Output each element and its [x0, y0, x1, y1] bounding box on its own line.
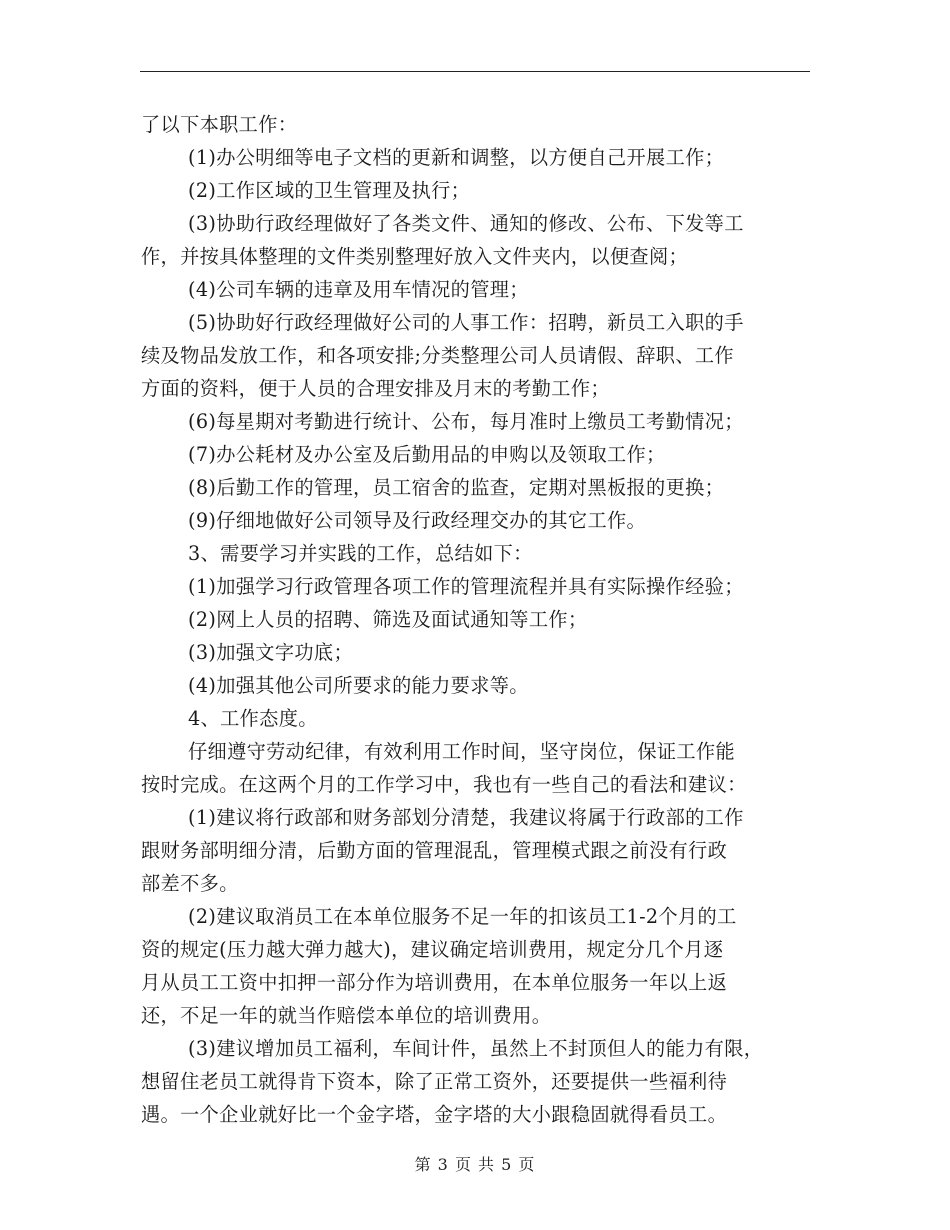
text-line: 想留住老员工就得肯下资本，除了正常工资外，还要提供一些福利待: [141, 1070, 728, 1093]
footer-prefix: 第: [414, 1155, 432, 1174]
footer-suffix: 页: [518, 1155, 536, 1174]
text-line: (3)协助行政经理做好了各类文件、通知的修改、公布、下发等工: [188, 212, 744, 235]
text-line: 遇。一个企业就好比一个金字塔，金字塔的大小跟稳固就得看员工。: [141, 1103, 728, 1126]
text-line: (2)工作区域的卫生管理及执行；: [188, 179, 471, 202]
text-line: (2)网上人员的招聘、筛选及面试通知等工作；: [188, 608, 588, 631]
text-line: (1)加强学习行政管理各项工作的管理流程并具有实际操作经验；: [188, 575, 744, 598]
text-line: (5)协助好行政经理做好公司的人事工作：招聘，新员工入职的手: [188, 311, 744, 334]
text-line: (3)建议增加员工福利，车间计件，虽然上不封顶但人的能力有限，: [188, 1037, 764, 1060]
footer-current-page: 3: [437, 1155, 449, 1174]
page-footer: [0, 1152, 950, 1175]
text-line: (1)办公明细等电子文档的更新和调整，以方便自己开展工作；: [188, 146, 725, 169]
text-line: (4)加强其他公司所要求的能力要求等。: [188, 674, 529, 697]
text-line: (6)每星期对考勤进行统计、公布，每月准时上缴员工考勤情况；: [188, 410, 744, 433]
text-line: 资的规定(压力越大弹力越大)，建议确定培训费用，规定分几个月逐: [141, 938, 724, 961]
text-line: (2)建议取消员工在本单位服务不足一年的扣该员工1-2个月的工: [188, 905, 737, 928]
text-line: 4、工作态度。: [188, 707, 318, 730]
text-line: (1)建议将行政部和财务部划分清楚，我建议将属于行政部的工作: [188, 806, 744, 829]
footer-total-pages: 5: [501, 1155, 513, 1174]
text-line: 续及物品发放工作，和各项安排;分类整理公司人员请假、辞职、工作: [141, 344, 734, 367]
text-line: (8)后勤工作的管理，员工宿舍的监查，定期对黑板报的更换；: [188, 476, 725, 499]
document-body: [141, 108, 813, 1131]
text-line: 了以下本职工作：: [141, 113, 298, 136]
text-line: 跟财务部明细分清，后勤方面的管理混乱，管理模式跟之前没有行政: [141, 839, 728, 862]
text-line: (3)加强文字功底；: [188, 641, 353, 664]
text-line: 按时完成。在这两个月的工作学习中，我也有一些自己的看法和建议：: [141, 773, 747, 796]
text-line: 方面的资料，便于人员的合理安排及月末的考勤工作；: [141, 377, 610, 400]
text-line: 月从员工工资中扣押一部分作为培训费用，在本单位服务一年以上返: [141, 971, 728, 994]
footer-mid: 页 共: [454, 1155, 496, 1174]
text-line: 部差不多。: [141, 872, 239, 895]
text-line: (7)办公耗材及办公室及后勤用品的申购以及领取工作；: [188, 443, 666, 466]
text-line: (9)仔细地做好公司领导及行政经理交办的其它工作。: [188, 509, 647, 532]
text-line: 仔细遵守劳动纪律，有效利用工作时间，坚守岗位，保证工作能: [188, 740, 736, 763]
header-rule: [140, 71, 810, 72]
text-line: 作，并按具体整理的文件类别整理好放入文件夹内，以便查阅；: [141, 245, 689, 268]
text-line: (4)公司车辆的违章及用车情况的管理；: [188, 278, 529, 301]
text-line: 还，不足一年的就当作赔偿本单位的培训费用。: [141, 1004, 552, 1027]
text-line: 3、需要学习并实践的工作，总结如下：: [188, 542, 533, 565]
